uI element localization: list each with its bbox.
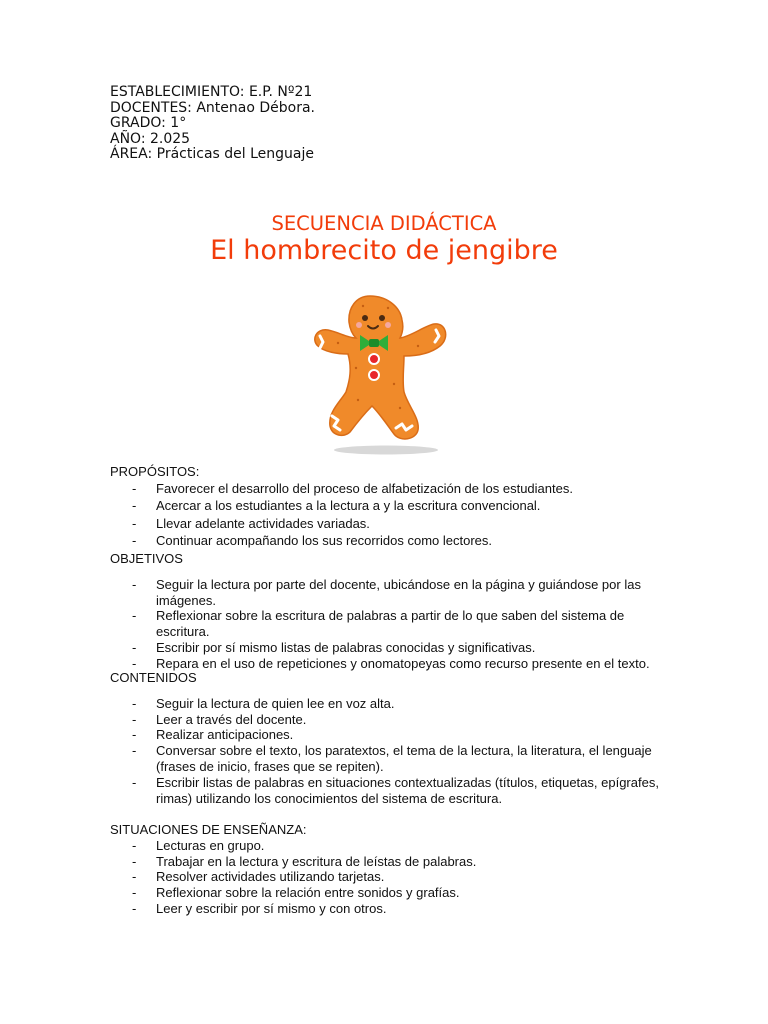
section-contenidos	[110, 670, 670, 806]
list-item-text: Leer a través del docente.	[156, 711, 307, 727]
list-item: - Reflexionar sobre la escritura de palabras a partir de lo que saben del sistema de escritura.	[132, 608, 625, 640]
list-item-text: Conversar sobre el texto, los paratextos, el tema de la lectura, la literatura, el lenguaje (frases de inicio, frases que se repiten).	[156, 743, 652, 774]
list-item-text: Leer y escribir por sí mismo y con otros.	[156, 900, 387, 916]
section-heading: SITUACIONES DE ENSEÑANZA:	[110, 822, 307, 837]
list-item: - Conversar sobre el texto, los paratextos, el tema de la lectura, la literatura, el lenguaje (frases de inicio, frases que se repiten).	[132, 743, 652, 774]
list-item: - Reflexionar sobre la relación entre sonidos y grafías.	[132, 885, 460, 901]
shadow-ellipse	[334, 446, 438, 455]
list-item-text: Reflexionar sobre la escritura de palabras a partir de lo que saben del sistema de escritura.	[156, 608, 625, 640]
section-heading: CONTENIDOS	[110, 670, 197, 685]
list-item-text: Resolver actividades utilizando tarjetas.	[156, 869, 385, 885]
list-item-text: Repara en el uso de repeticiones y onomatopeyas como recurso presente en el texto.	[156, 655, 650, 671]
list-item: - Escribir por sí mismo listas de palabras conocidas y significativas.	[132, 639, 536, 655]
list-item-text: Realizar anticipaciones.	[156, 727, 294, 743]
list-item: - Escribir listas de palabras en situaciones contextualizadas (títulos, etiquetas, epígrafes, rimas) utilizando los conocimientos del sistema de escritura.	[132, 774, 659, 806]
document-title: El hombrecito de jengibre	[210, 235, 558, 266]
list-item-text: Trabajar en la lectura y escritura de leístas de palabras.	[156, 853, 477, 869]
left-eye	[362, 315, 368, 321]
list-item-text: Reflexionar sobre la relación entre sonidos y grafías.	[156, 885, 460, 901]
list-item: - Acercar a los estudiantes a la lectura a y la escritura convencional.	[132, 498, 541, 514]
list-item: - Llevar adelante actividades variadas.	[132, 515, 370, 531]
list-item-text: Acercar a los estudiantes a la lectura a y la escritura convencional.	[156, 498, 541, 514]
right-eye	[379, 315, 385, 321]
list-item: - Favorecer el desarrollo del proceso de alfabetización de los estudiantes.	[132, 481, 573, 497]
list-item: - Leer y escribir por sí mismo y con otros.	[132, 900, 387, 916]
button-bottom	[369, 370, 379, 380]
right-cheek	[385, 322, 391, 328]
list-item: - Trabajar en la lectura y escritura de leístas de palabras.	[132, 853, 477, 869]
gingerbread-man-icon	[308, 288, 458, 458]
list-item: - Realizar anticipaciones.	[132, 727, 294, 743]
header-establecimiento: ESTABLECIMIENTO: E.P. Nº21	[110, 84, 313, 100]
list-item: - Resolver actividades utilizando tarjetas.	[132, 869, 385, 885]
list-item: - Seguir la lectura de quien lee en voz alta.	[132, 695, 395, 711]
bullet-list	[110, 481, 670, 548]
section-situaciones	[110, 822, 670, 917]
section-heading: PROPÓSITOS:	[110, 464, 200, 479]
list-item-text: Escribir listas de palabras en situaciones contextualizadas (títulos, etiquetas, epígrafes, rimas) utilizando los conocimientos del sistema de escritura.	[156, 774, 659, 806]
list-item: - Leer a través del docente.	[132, 711, 307, 727]
list-item-text: Seguir la lectura por parte del docente, ubicándose en la página y guiándose por las imágenes.	[156, 576, 641, 608]
section-propositos	[110, 464, 670, 549]
header-area: ÁREA: Prácticas del Lenguaje	[110, 146, 314, 162]
list-item: - Repara en el uso de repeticiones y onomatopeyas como recurso presente en el texto.	[132, 655, 650, 671]
list-item-text: Continuar acompañando los sus recorridos como lectores.	[156, 532, 493, 548]
list-item: - Lecturas en grupo.	[132, 837, 265, 853]
document-subtitle: SECUENCIA DIDÁCTICA	[271, 212, 497, 235]
list-item-text: Seguir la lectura de quien lee en voz alta.	[156, 695, 395, 711]
bullet-list	[110, 696, 670, 807]
header-docentes: DOCENTES: Antenao Débora.	[110, 99, 315, 116]
header-grado: GRADO: 1°	[110, 115, 187, 131]
list-item: - Continuar acompañando los sus recorridos como lectores.	[132, 532, 493, 548]
bullet-list	[110, 838, 670, 917]
section-objetivos	[110, 551, 670, 672]
header-anio: AÑO: 2.025	[110, 130, 191, 147]
document-header	[110, 85, 315, 163]
list-item-text: Lecturas en grupo.	[156, 837, 265, 853]
bullet-list	[110, 577, 670, 672]
left-cheek	[356, 322, 362, 328]
list-item-text: Escribir por sí mismo listas de palabras conocidas y significativas.	[156, 639, 536, 655]
list-item-text: Llevar adelante actividades variadas.	[156, 515, 370, 531]
section-heading: OBJETIVOS	[110, 551, 183, 566]
list-item-text: Favorecer el desarrollo del proceso de alfabetización de los estudiantes.	[156, 481, 573, 497]
list-item: - Seguir la lectura por parte del docente, ubicándose en la página y guiándose por las imágenes.	[132, 576, 641, 608]
button-top	[369, 354, 379, 364]
